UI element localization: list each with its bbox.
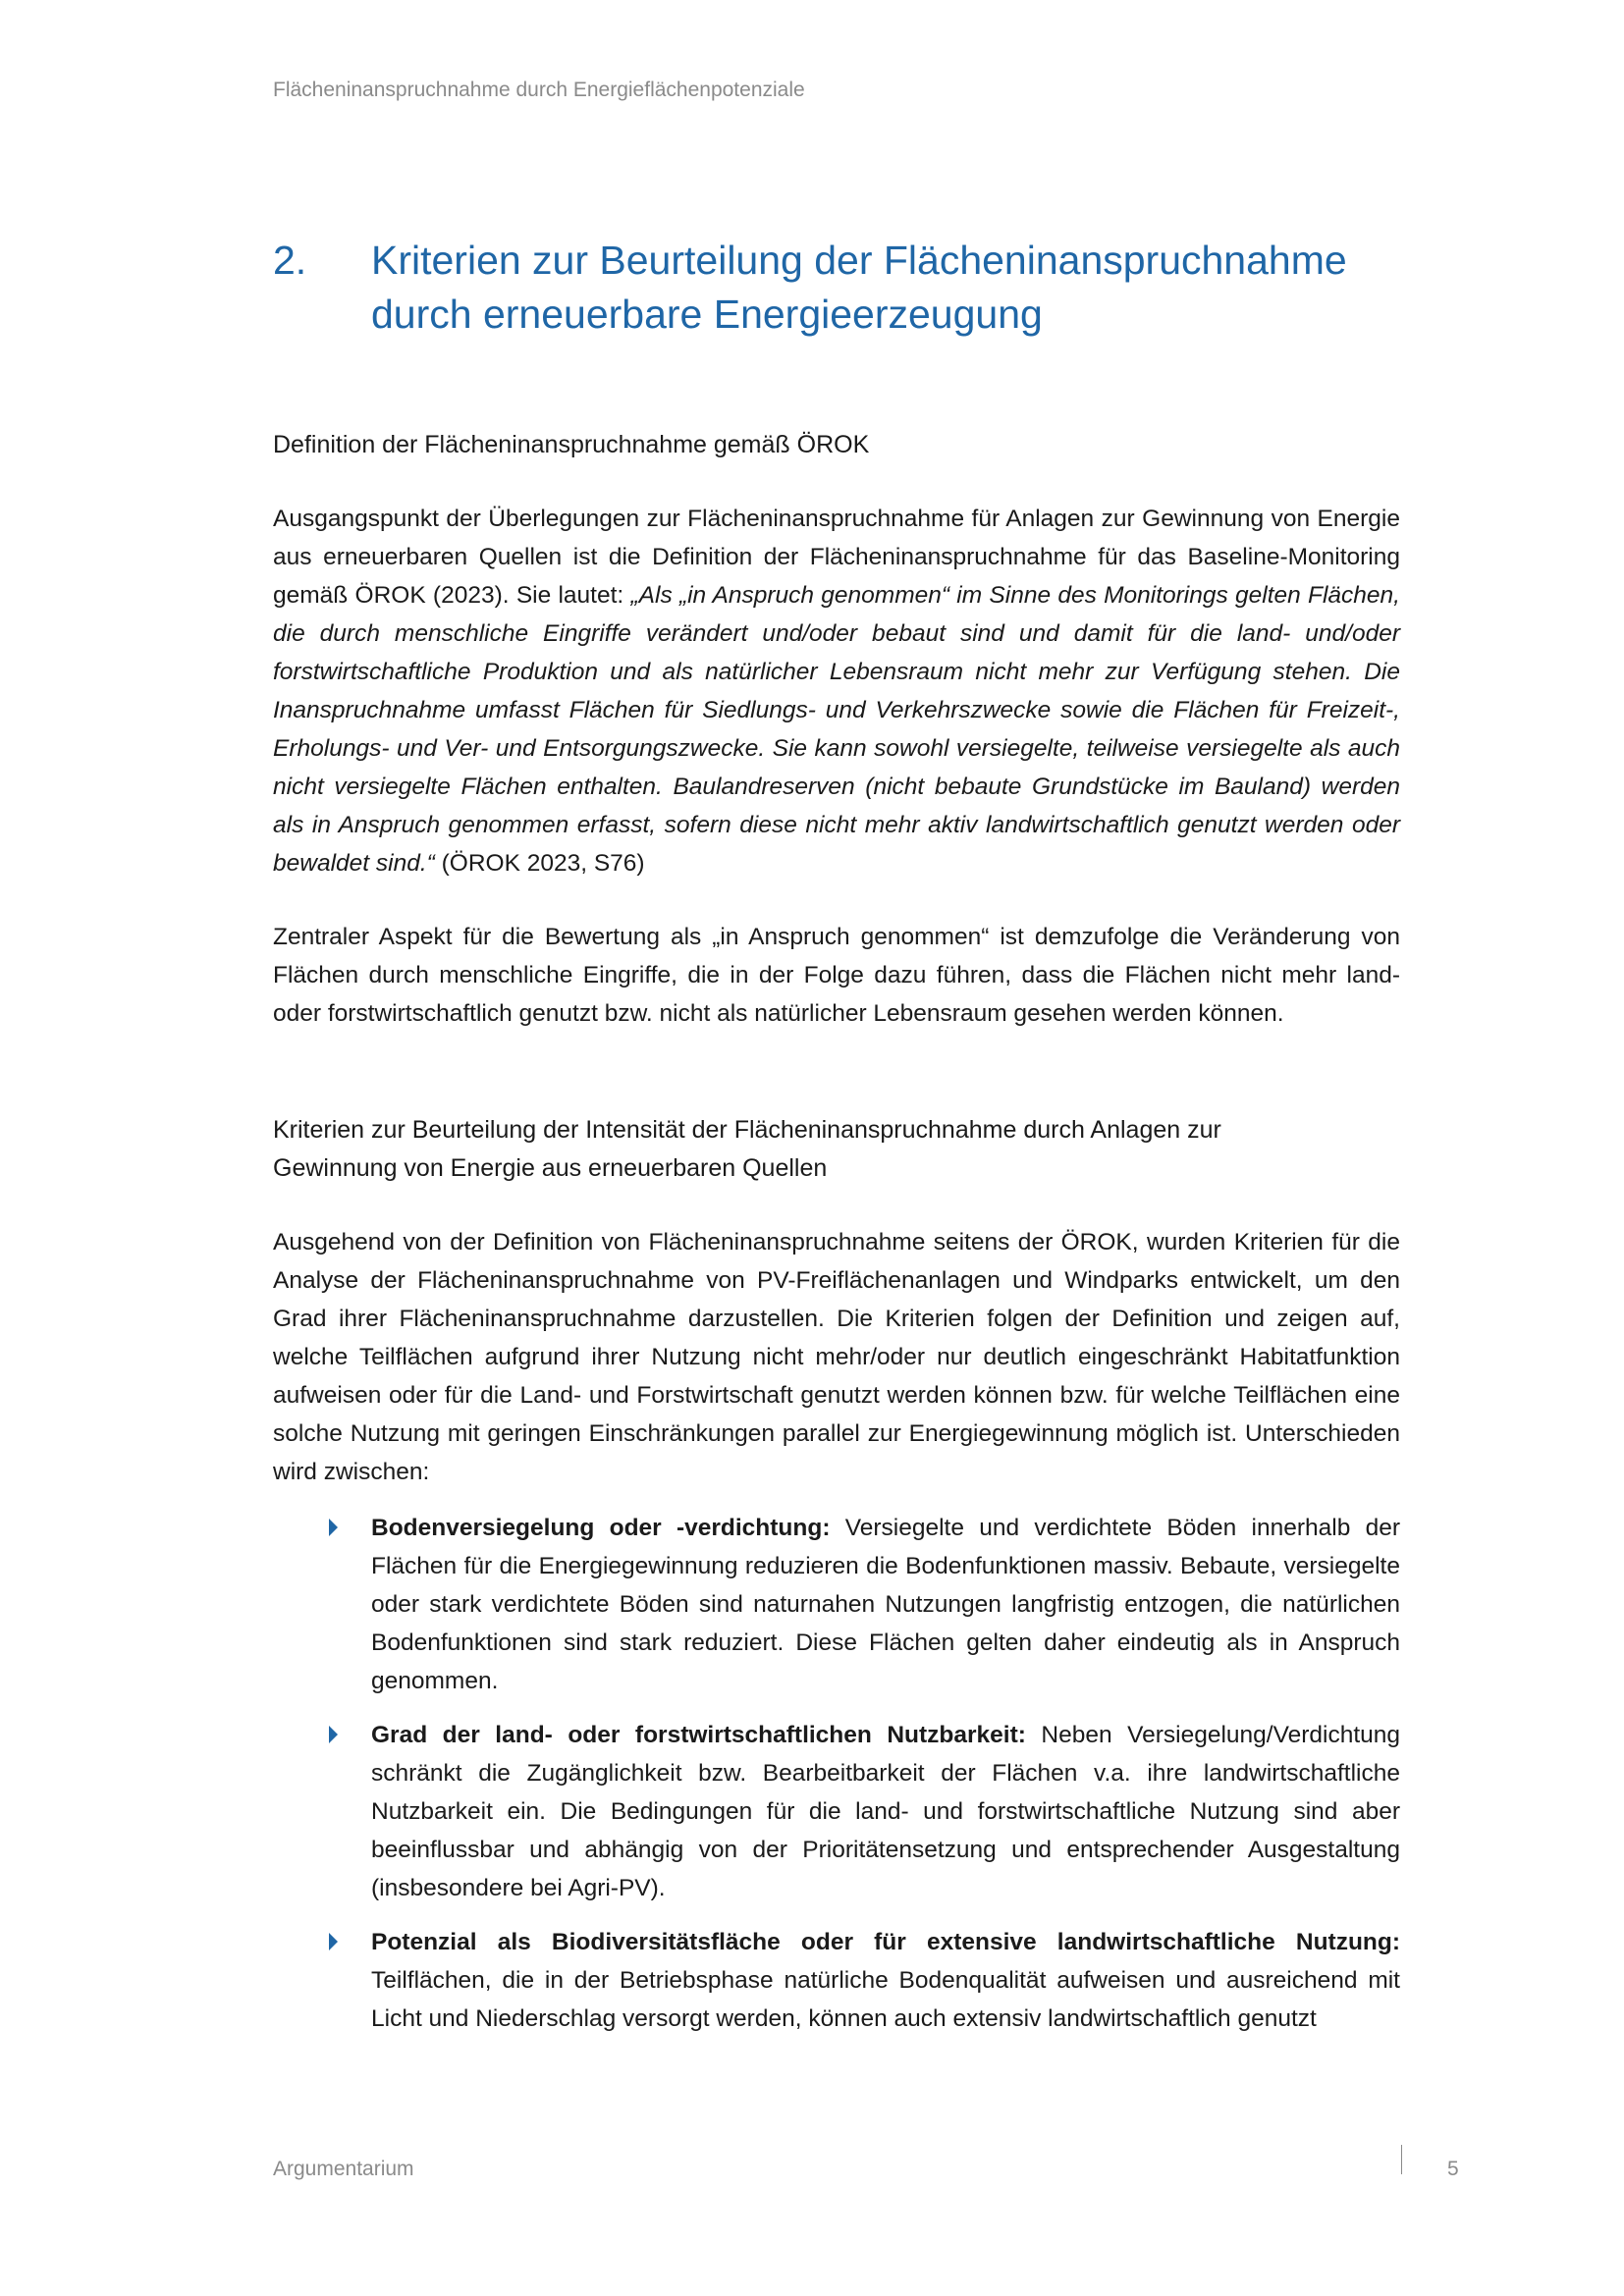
footer-title: Argumentarium — [273, 2158, 414, 2180]
page-number: 5 — [1447, 2158, 1459, 2180]
list-item — [273, 1923, 1400, 2038]
section-heading-criteria-line2: Gewinnung von Energie aus erneuerbaren Quellen — [273, 1154, 828, 1182]
bullet-triangle-icon — [329, 1726, 338, 1743]
criteria-term: Potenzial als Biodiversitätsfläche oder für extensive landwirtschaftliche Nutzung: — [371, 1929, 1400, 1955]
section-heading-criteria-line1: Kriterien zur Beurteilung der Intensität der Flächeninanspruchnahme durch Anlagen zur — [273, 1116, 1221, 1144]
page-body — [273, 426, 1400, 2054]
section-heading-definition: Definition der Flächeninanspruchnahme gemäß ÖROK — [273, 431, 870, 458]
section-heading-criteria — [273, 1111, 1400, 1188]
list-item — [273, 1509, 1400, 1700]
criteria-term: Grad der land- oder forstwirtschaftlichen Nutzbarkeit: — [371, 1722, 1026, 1748]
footer-divider — [1401, 2145, 1402, 2174]
criteria-text: Versiegelte und verdichtete Böden innerhalb der Flächen für die Energiegewinnung reduzieren die Bodenfunktionen massiv. Bebaute, versiegelte oder stark verdichtete Böden sind naturnahen Nutzungen langfristig entzogen, die natürlichen Bodenfunktionen sind stark reduziert. Diese Flächen gelten daher eindeutig als in Anspruch genommen. — [371, 1515, 1400, 1694]
definition-citation: (ÖROK 2023, S76) — [434, 850, 645, 877]
chapter-number: 2. — [273, 238, 307, 283]
bullet-triangle-icon — [329, 1933, 338, 1950]
chapter-title — [371, 234, 1402, 342]
chapter-title-line1: Kriterien zur Beurteilung der Flächeninanspruchnahme — [371, 238, 1347, 283]
bullet-triangle-icon — [329, 1519, 338, 1536]
running-header: Flächeninanspruchnahme durch Energieflächenpotenziale — [273, 79, 805, 101]
criteria-term: Bodenversiegelung oder -verdichtung: — [371, 1515, 831, 1541]
criteria-text: Teilflächen, die in der Betriebsphase natürliche Bodenqualität aufweisen und ausreichend mit Licht und Niederschlag versorgt werden, können auch extensiv landwirtschaftlich genutzt — [371, 1967, 1400, 2032]
list-item — [273, 1716, 1400, 1907]
paragraph-criteria-intro: Ausgehend von der Definition von Flächeninanspruchnahme seitens der ÖROK, wurden Kriterien für die Analyse der Flächeninanspruchnahme von PV-Freiflächenanlagen und Windparks entwickelt, um den Grad ihrer Flächeninanspruchnahme darzustellen. Die Kriterien folgen der Definition und zeigen auf, welche Teilflächen aufgrund ihrer Nutzung nicht mehr/oder nur deutlich eingeschränkt Habitatfunktion aufweisen oder für die Land- und Forstwirtschaft genutzt werden können bzw. für welche Teilflächen eine solche Nutzung mit geringen Einschränkungen parallel zur Energiegewinnung möglich ist. Unterschieden wird zwischen: — [273, 1229, 1400, 1485]
chapter-heading — [273, 234, 1402, 342]
criteria-list — [273, 1509, 1400, 2038]
chapter-title-line2: durch erneuerbare Energieerzeugung — [371, 292, 1043, 337]
definition-quote: „Als „in Anspruch genommen“ im Sinne des Monitorings gelten Flächen, die durch menschliche Eingriffe verändert und/oder bebaut sind und damit für die land- und/oder forstwirtschaftliche Produktion und als natürlicher Lebensraum nicht mehr zur Verfügung stehen. Die Inanspruchnahme umfasst Flächen für Siedlungs- und Verkehrszwecke sowie die Flächen für Freizeit-, Erholungs- und Ver- und Entsorgungszwecke. Sie kann sowohl versiegelte, teilweise versiegelte als auch nicht versiegelte Flächen enthalten. Baulandreserven (nicht bebaute Grundstücke im Bauland) werden als in Anspruch genommen erfasst, sofern diese nicht mehr aktiv landwirtschaftlich genutzt werden oder bewaldet sind.“ — [273, 582, 1400, 877]
criteria-text: Neben Versiegelung/Verdichtung schränkt die Zugänglichkeit bzw. Bearbeitbarkeit der Flächen v.a. ihre landwirtschaftliche Nutzbarkeit ein. Die Bedingungen für die land- und forstwirtschaftliche Nutzung sind aber beeinflussbar und abhängig von der Prioritätensetzung und entsprechender Ausgestaltung (insbesondere bei Agri-PV). — [371, 1722, 1401, 1901]
paragraph-central-aspect: Zentraler Aspekt für die Bewertung als „in Anspruch genommen“ ist demzufolge die Veränderung von Flächen durch menschliche Eingriffe, die in der Folge dazu führen, dass die Flächen nicht mehr land- oder forstwirtschaftlich genutzt bzw. nicht als natürlicher Lebensraum gesehen werden können. — [273, 924, 1400, 1027]
paragraph-definition-intro: Ausgangspunkt der Überlegungen zur Flächeninanspruchnahme für Anlagen zur Gewinnung von Energie aus erneuerbaren Quellen ist die Definition der Flächeninanspruchnahme für das Baseline-Monitoring gemäß ÖROK (2023). Sie lautet: — [273, 506, 1400, 609]
paragraph-definition — [273, 500, 1400, 882]
